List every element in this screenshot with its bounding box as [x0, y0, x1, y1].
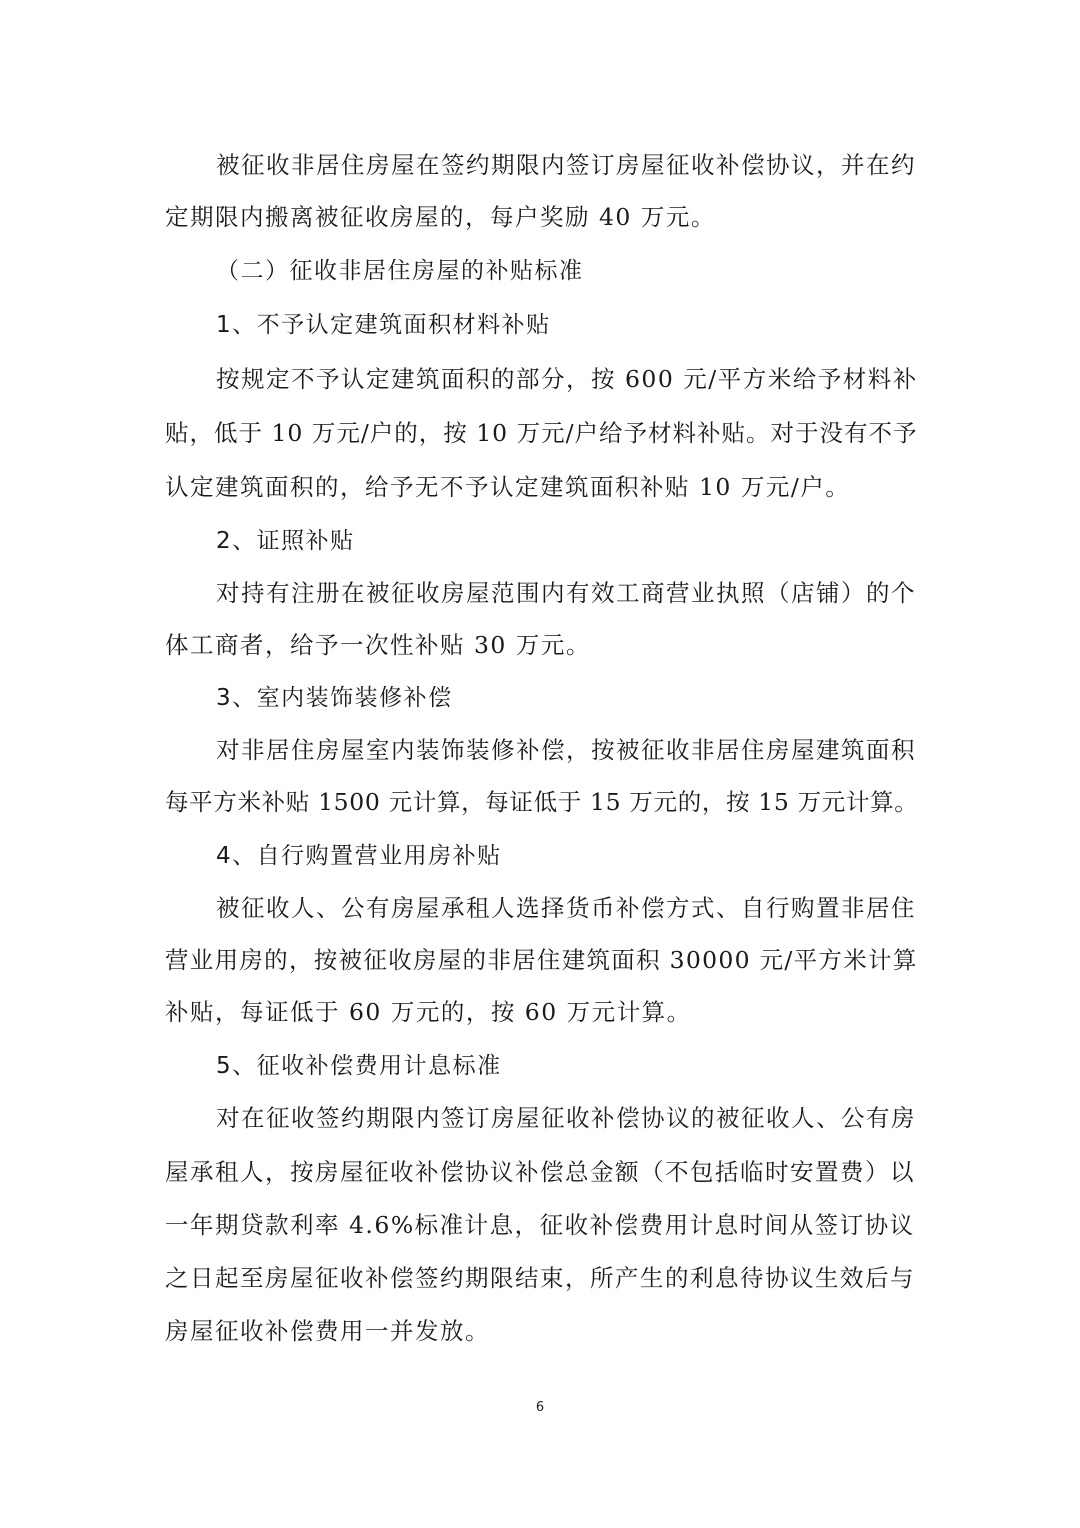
- item2-heading: 2、证照补贴: [216, 528, 355, 554]
- intro-line-1: 被征收非居住房屋在签约期限内签订房屋征收补偿协议，并在约: [216, 151, 916, 179]
- item5-line-4: 之日起至房屋征收补偿签约期限结束，所产生的利息待协议生效后与: [165, 1264, 915, 1292]
- item4-line-3: 补贴，每证低于 60 万元的，按 60 万元计算。: [165, 998, 692, 1026]
- item1-line-3: 认定建筑面积的，给予无不予认定建筑面积补贴 10 万元/户。: [165, 473, 851, 501]
- section-heading: （二）征收非居住房屋的补贴标准: [216, 258, 584, 284]
- item4-heading: 4、自行购置营业用房补贴: [216, 843, 502, 869]
- item4-line-1: 被征收人、公有房屋承租人选择货币补偿方式、自行购置非居住: [216, 894, 916, 922]
- item3-line-2: 每平方米补贴 1500 元计算，每证低于 15 万元的，按 15 万元计算。: [165, 788, 919, 816]
- item1-line-2: 贴，低于 10 万元/户的，按 10 万元/户给予材料补贴。对于没有不予: [165, 419, 918, 447]
- item2-line-2: 体工商者，给予一次性补贴 30 万元。: [165, 631, 591, 659]
- item1-line-1: 按规定不予认定建筑面积的部分，按 600 元/平方米给予材料补: [216, 365, 918, 393]
- item2-line-1: 对持有注册在被征收房屋范围内有效工商营业执照（店铺）的个: [216, 579, 916, 607]
- item3-heading: 3、室内装饰装修补偿: [216, 685, 453, 711]
- item3-line-1: 对非居住房屋室内装饰装修补偿，按被征收非居住房屋建筑面积: [216, 736, 916, 764]
- item4-line-2: 营业用房的，按被征收房屋的非居住建筑面积 30000 元/平方米计算: [165, 946, 918, 974]
- item5-line-2: 屋承租人，按房屋征收补偿协议补偿总金额（不包括临时安置费）以: [165, 1158, 915, 1186]
- item5-heading: 5、征收补偿费用计息标准: [216, 1053, 502, 1079]
- page-number: 6: [535, 1400, 545, 1415]
- item5-line-3: 一年期贷款利率 4.6%标准计息，征收补偿费用计息时间从签订协议: [165, 1211, 915, 1239]
- item1-heading: 1、不予认定建筑面积材料补贴: [216, 312, 551, 338]
- item5-line-1: 对在征收签约期限内签订房屋征收补偿协议的被征收人、公有房: [216, 1104, 916, 1132]
- intro-line-2: 定期限内搬离被征收房屋的，每户奖励 40 万元。: [165, 203, 716, 231]
- item5-line-5: 房屋征收补偿费用一并发放。: [165, 1317, 490, 1345]
